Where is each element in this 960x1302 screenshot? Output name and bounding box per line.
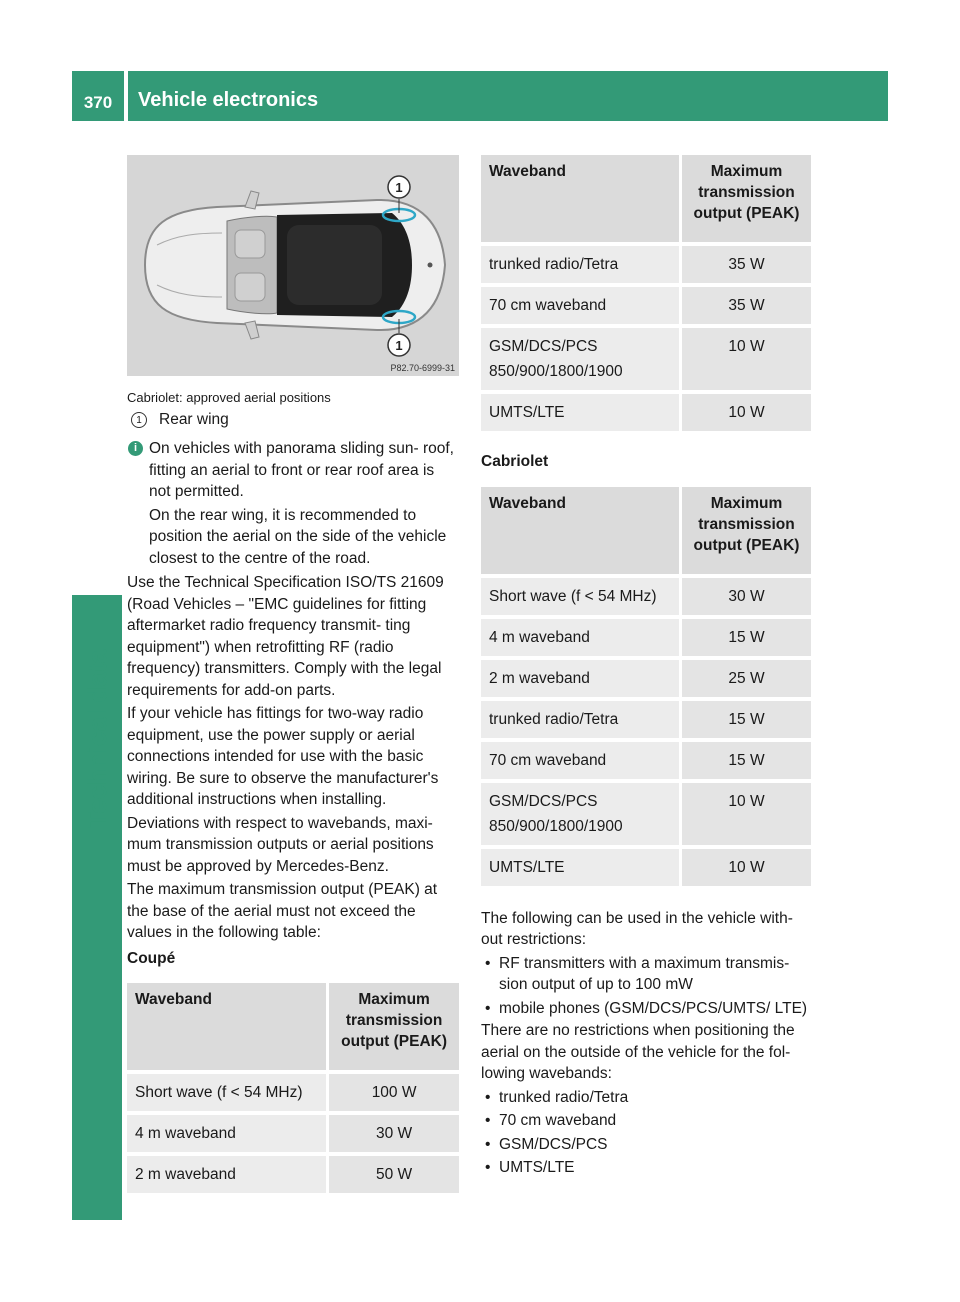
power-cell: 100 W: [326, 1074, 459, 1111]
table-row: [481, 742, 811, 779]
callout-legend: [127, 411, 459, 429]
power-cell: 10 W: [679, 328, 811, 390]
callout-label: Rear wing: [159, 411, 229, 428]
table-header-row: [481, 155, 811, 242]
waveband-cell: trunked radio/Tetra: [481, 246, 679, 283]
info-paragraph-2: On the rear wing, it is recommended to position the aerial on the side of the vehicle closest to the centre of the road.: [149, 506, 447, 567]
power-cell: 30 W: [326, 1115, 459, 1152]
table-row: [481, 783, 811, 845]
waveband-cell: 2 m waveband: [127, 1156, 326, 1193]
power-cell: 15 W: [679, 619, 811, 656]
list-item: • 70 cm waveband: [481, 1110, 811, 1132]
section-title: Vehicle electronics: [128, 71, 888, 121]
right-column: [481, 155, 811, 1179]
table-row: [127, 1115, 459, 1152]
header-output: Maximum transmission output (PEAK): [679, 487, 811, 574]
table-row: [481, 287, 811, 324]
list-item: • trunked radio/Tetra: [481, 1087, 811, 1109]
table-row: [481, 619, 811, 656]
waveband-cell: trunked radio/Tetra: [481, 701, 679, 738]
table-row: [481, 578, 811, 615]
waveband-cell: GSM/DCS/PCS 850/900/1800/1900: [481, 783, 679, 845]
power-cell: 15 W: [679, 701, 811, 738]
waveband-cell: 4 m waveband: [127, 1115, 326, 1152]
waveband-cell: GSM/DCS/PCS 850/900/1800/1900: [481, 328, 679, 390]
list-item: • RF transmitters with a maximum transmis- sion output of up to 100 mW: [481, 953, 811, 996]
body-paragraph-3: Deviations with respect to wavebands, maxi- mum transmission outputs or aerial positions must be approved by Mercedes-Benz.: [127, 814, 434, 875]
info-note: [127, 438, 459, 571]
info-paragraph-1: On vehicles with panorama sliding sun- roof, fitting an aerial to front or rear roof area is not permitted.: [149, 440, 454, 500]
table-row: [127, 1074, 459, 1111]
waveband-cell: Short wave (f < 54 MHz): [481, 578, 679, 615]
figure-caption: Cabriolet: approved aerial positions: [127, 390, 331, 405]
car-top-view-image: [127, 155, 459, 376]
power-cell: 30 W: [679, 578, 811, 615]
waveband-cell: 70 cm waveband: [481, 287, 679, 324]
unrestricted-list: [481, 953, 811, 1020]
page-number: 370: [72, 71, 124, 121]
table-row: [481, 394, 811, 431]
info-icon: i: [128, 441, 143, 456]
coupe-table-continued: [481, 151, 811, 435]
table-header-row: [481, 487, 811, 574]
coupe-table: [127, 979, 459, 1197]
waveband-cell: Short wave (f < 54 MHz): [127, 1074, 326, 1111]
table-row: [481, 246, 811, 283]
callout-number: 1: [131, 412, 147, 428]
power-cell: 15 W: [679, 742, 811, 779]
power-cell: 10 W: [679, 783, 811, 845]
waveband-list: [481, 1087, 811, 1179]
list-item: • UMTS/LTE: [481, 1157, 811, 1179]
body-paragraph-1: Use the Technical Specification ISO/TS 21609 (Road Vehicles – "EMC guidelines for fitting aftermarket radio frequency transmit- ting equipment") when retrofitting RF (radio frequency) transmitters. Comply with the legal requirements for add-on parts.: [127, 574, 444, 699]
callout-top: 1: [395, 180, 403, 195]
power-cell: 35 W: [679, 246, 811, 283]
sidebar-label: [82, 649, 113, 828]
table-row: [481, 328, 811, 390]
sidebar-label-text: Technical data: [82, 649, 112, 828]
power-cell: 10 W: [679, 394, 811, 431]
table-row: [481, 849, 811, 886]
power-cell: 50 W: [326, 1156, 459, 1193]
power-cell: 10 W: [679, 849, 811, 886]
power-cell: 25 W: [679, 660, 811, 697]
table-row: [481, 701, 811, 738]
restrictions-intro: The following can be used in the vehicle with- out restrictions:: [481, 909, 793, 948]
waveband-cell: UMTS/LTE: [481, 849, 679, 886]
header-waveband: Waveband: [481, 487, 679, 574]
list-item: • mobile phones (GSM/DCS/PCS/UMTS/ LTE): [481, 998, 811, 1020]
list-item: • GSM/DCS/PCS: [481, 1134, 811, 1156]
figure-code: P82.70-6999-31: [390, 363, 455, 373]
left-column: [127, 155, 459, 1197]
waveband-cell: 70 cm waveband: [481, 742, 679, 779]
body-paragraph-4: The maximum transmission output (PEAK) at the base of the aerial must not exceed the values in the following table:: [127, 881, 438, 941]
body-paragraph-2: If your vehicle has fittings for two-way radio equipment, use the power supply or aerial connections intended for use with the basic wiring. Be sure to observe the manufacturer's additional instructions when installing.: [127, 705, 439, 808]
table-header-row: [127, 983, 459, 1070]
table-row: [127, 1156, 459, 1193]
cabriolet-table: [481, 483, 811, 890]
waveband-cell: 4 m waveband: [481, 619, 679, 656]
positioning-intro: There are no restrictions when positioning the aerial on the outside of the vehicle for the fol- lowing wavebands:: [481, 1022, 795, 1082]
waveband-cell: 2 m waveband: [481, 660, 679, 697]
waveband-cell: UMTS/LTE: [481, 394, 679, 431]
page-header: [72, 71, 888, 121]
header-output: Maximum transmission output (PEAK): [679, 155, 811, 242]
callout-bottom: 1: [395, 338, 403, 353]
header-waveband: Waveband: [481, 155, 679, 242]
coupe-heading: Coupé: [127, 949, 176, 967]
cabriolet-heading: Cabriolet: [481, 453, 549, 470]
car-illustration: [127, 155, 459, 376]
header-waveband: Waveband: [127, 983, 326, 1070]
header-output: Maximum transmission output (PEAK): [326, 983, 459, 1070]
power-cell: 35 W: [679, 287, 811, 324]
table-row: [481, 660, 811, 697]
